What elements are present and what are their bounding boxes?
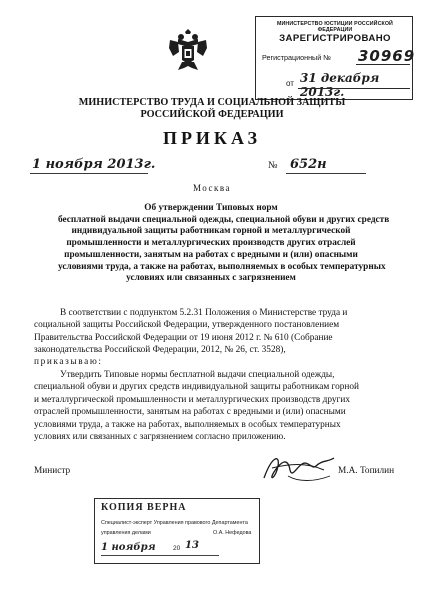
subject-line: бесплатной выдачи специальной одежды, специальной обуви и других средств bbox=[58, 214, 390, 225]
stamp-date-line bbox=[298, 88, 410, 89]
preamble-paragraph bbox=[34, 307, 382, 368]
paragraph-line: законодательства Российской Федерации, 2012, № 26, ст. 3528), bbox=[34, 344, 286, 355]
subject-line: промышленности и металлургических производств других отраслей bbox=[66, 238, 356, 249]
signatory-title: Министр bbox=[34, 466, 71, 476]
paragraph-line: условиями труда, а также на работах, выполняемых в особых температурных bbox=[34, 419, 341, 430]
stamp-number: 30969 bbox=[358, 47, 416, 65]
order-subject bbox=[58, 203, 390, 285]
stamp-number-line bbox=[356, 64, 410, 65]
order-date-handwritten: 1 ноября 2013г. bbox=[32, 157, 156, 172]
copy-stamp-title: КОПИЯ ВЕРНА bbox=[101, 502, 187, 513]
order-title: ПРИКАЗ bbox=[162, 128, 262, 148]
subject-line: условиями труда, а также на работах, выполняемых в особых температурных bbox=[58, 261, 386, 272]
paragraph-line: В соответствии с подпунктом 5.2.31 Положения о Министерстве труда и bbox=[60, 308, 348, 318]
subject-line: Об утверждении Типовых норм bbox=[144, 203, 278, 213]
ministry-name-line-2: РОССИЙСКОЙ ФЕДЕРАЦИИ bbox=[140, 109, 284, 120]
ministry-name-line-1: МИНИСТЕРСТВО ТРУДА И СОЦИАЛЬНОЙ ЗАЩИТЫ bbox=[78, 97, 346, 108]
operative-paragraph bbox=[34, 369, 382, 443]
double-headed-eagle-emblem bbox=[168, 28, 208, 74]
copy-stamp-name: О.А. Нефедова bbox=[213, 530, 252, 536]
paragraph-line: условиях или связанных с загрязнением согласно приложению. bbox=[34, 432, 286, 443]
stamp-ministry: МИНИСТЕРСТВО ЮСТИЦИИ РОССИЙСКОЙ ФЕДЕРАЦИИ bbox=[277, 21, 393, 33]
paragraph-line: отраслей промышленности, занятым на работах с вредными и (или) опасными bbox=[34, 407, 346, 418]
paragraph-line: Утвердить Типовые нормы бесплатной выдачи специальной одежды, bbox=[60, 370, 335, 380]
paragraph-line: и металлургической промышленности и металлургических производств других bbox=[34, 394, 350, 405]
subject-line: промышленности, занятым на работах с вредными и (или) опасными bbox=[64, 249, 358, 260]
stamp-registered: ЗАРЕГИСТРИРОВАНО bbox=[279, 33, 391, 44]
order-date-line bbox=[30, 173, 148, 174]
order-number-handwritten: 652н bbox=[290, 157, 327, 172]
subject-line: индивидуальной защиты работникам горной и металлургической bbox=[71, 226, 351, 237]
order-number-line bbox=[286, 173, 366, 174]
copy-stamp-position: Специалист-эксперт Управления правового Департамента bbox=[101, 520, 248, 526]
copy-stamp-department: управления делами bbox=[101, 530, 151, 536]
order-number-sign: № bbox=[268, 160, 278, 171]
city: Москва bbox=[193, 183, 231, 193]
paragraph-line: специальной обуви и других средств индивидуальной защиты работникам горной bbox=[34, 382, 360, 393]
handwritten-signature bbox=[258, 448, 338, 488]
signatory-name: М.А. Топилин bbox=[338, 466, 395, 476]
stamp-date: 31 декабря 2013г. bbox=[300, 71, 380, 99]
stamp-number-label: Регистрационный № bbox=[262, 53, 331, 62]
order-directive: приказываю: bbox=[34, 357, 103, 368]
paragraph-line: Правительства Российской Федерации от 19 июня 2012 г. № 610 (Собрание bbox=[34, 332, 333, 343]
copy-stamp-year-prefix: 20 bbox=[173, 545, 181, 552]
copy-stamp-line bbox=[101, 555, 219, 556]
paragraph-line: социальной защиты Российской Федерации, утвержденного постановлением bbox=[34, 320, 340, 331]
registration-stamp bbox=[255, 16, 416, 100]
copy-stamp-year-handwritten: 13 bbox=[185, 540, 199, 551]
stamp-date-prefix: от bbox=[286, 79, 294, 88]
copy-certified-stamp bbox=[94, 498, 260, 564]
copy-stamp-date-handwritten: 1 ноября bbox=[101, 542, 156, 553]
subject-line: условиях или связанных с загрязнением bbox=[126, 273, 296, 284]
